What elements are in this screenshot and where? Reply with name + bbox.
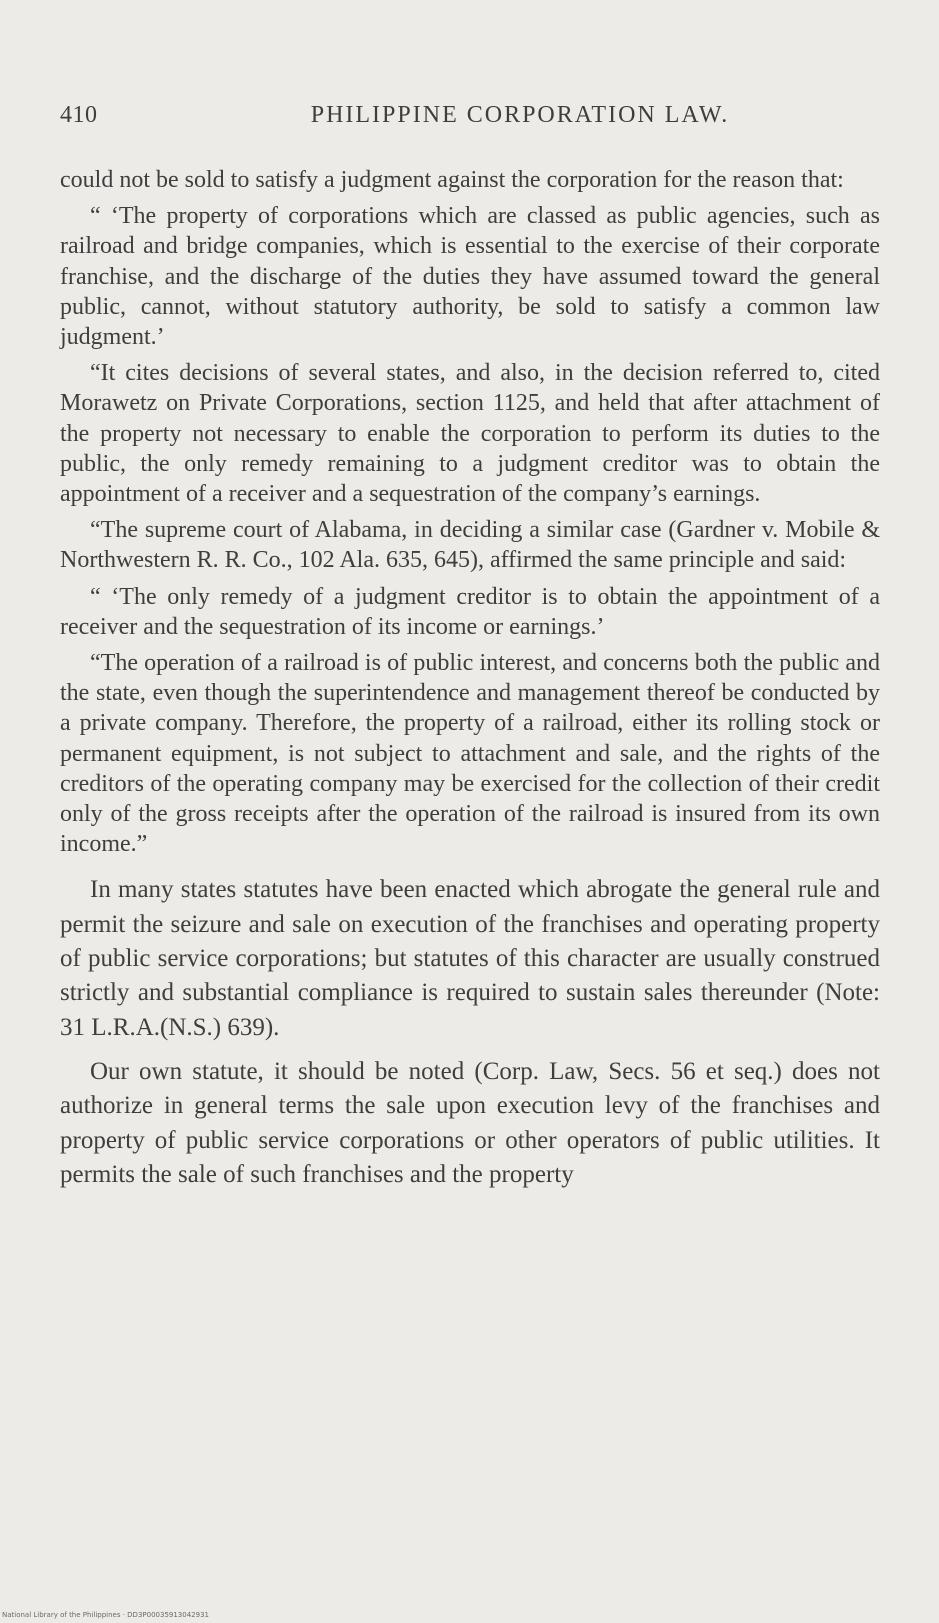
quoted-passage xyxy=(60,165,880,859)
running-title: PHILIPPINE CORPORATION LAW. xyxy=(310,102,730,128)
quote-paragraph-continuation: could not be sold to satisfy a judgment against the corporation for the reason that: xyxy=(60,167,844,193)
quote-paragraph: “ ‘The property of corporations which are classed as public agencies, such as railroad and bridge companies, which is essential to the exercise of their corporate franchise, and the discharge of the duties they have assumed toward the general public, cannot, without statutory authority, be sold to satisfy a common law judgment.’ xyxy=(60,203,880,351)
main-passage xyxy=(60,873,880,1192)
quote-paragraph: “It cites decisions of several states, and also, in the decision referred to, cited Morawetz on Private Corporations, section 1125, and held that after attachment of the property not necessary to enable the corporation to perform its duties to the public, the only remedy remaining to a judgment creditor was to obtain the appointment of a receiver and a sequestration of the company’s earnings. xyxy=(60,360,880,508)
quote-paragraph: “The operation of a railroad is of public interest, and concerns both the public and the state, even though the superintendence and management thereof be conducted by a private company. Therefore, the property of a railroad, either its rolling stock or permanent equipment, is not subject to attachment and sale, and the rights of the creditors of the operating company may be exercised for the collection of their credit only of the gross receipts after the operation of the railroad is insured from its own income.” xyxy=(60,650,880,858)
page-header xyxy=(60,102,880,134)
quote-paragraph: “The supreme court of Alabama, in deciding a similar case (Gardner v. Mobile & Northwestern R. R. Co., 102 Ala. 635, 645), affirmed the same principle and said: xyxy=(60,517,880,574)
body-paragraph: In many states statutes have been enacted which abrogate the general rule and permit the seizure and sale on execution of the franchises and operating property of public service corporations; but statutes of this character are usually construed strictly and substantial compliance is required to sustain sales thereunder (Note: 31 L.R.A.(N.S.) 639). xyxy=(60,876,880,1041)
quote-paragraph: “ ‘The only remedy of a judgment creditor is to obtain the appointment of a receiver and the sequestration of its income or earnings.’ xyxy=(60,583,880,640)
body-text xyxy=(60,165,880,1202)
scan-credit: National Library of the Philippines · DD3P00035913042931 xyxy=(2,1611,209,1619)
page-number: 410 xyxy=(60,102,98,128)
body-paragraph: Our own statute, it should be noted (Corp. Law, Secs. 56 et seq.) does not authorize in general terms the sale upon execution levy of the franchises and property of public service corporations or other operators of public utilities. It permits the sale of such franchises and the property xyxy=(60,1057,880,1188)
